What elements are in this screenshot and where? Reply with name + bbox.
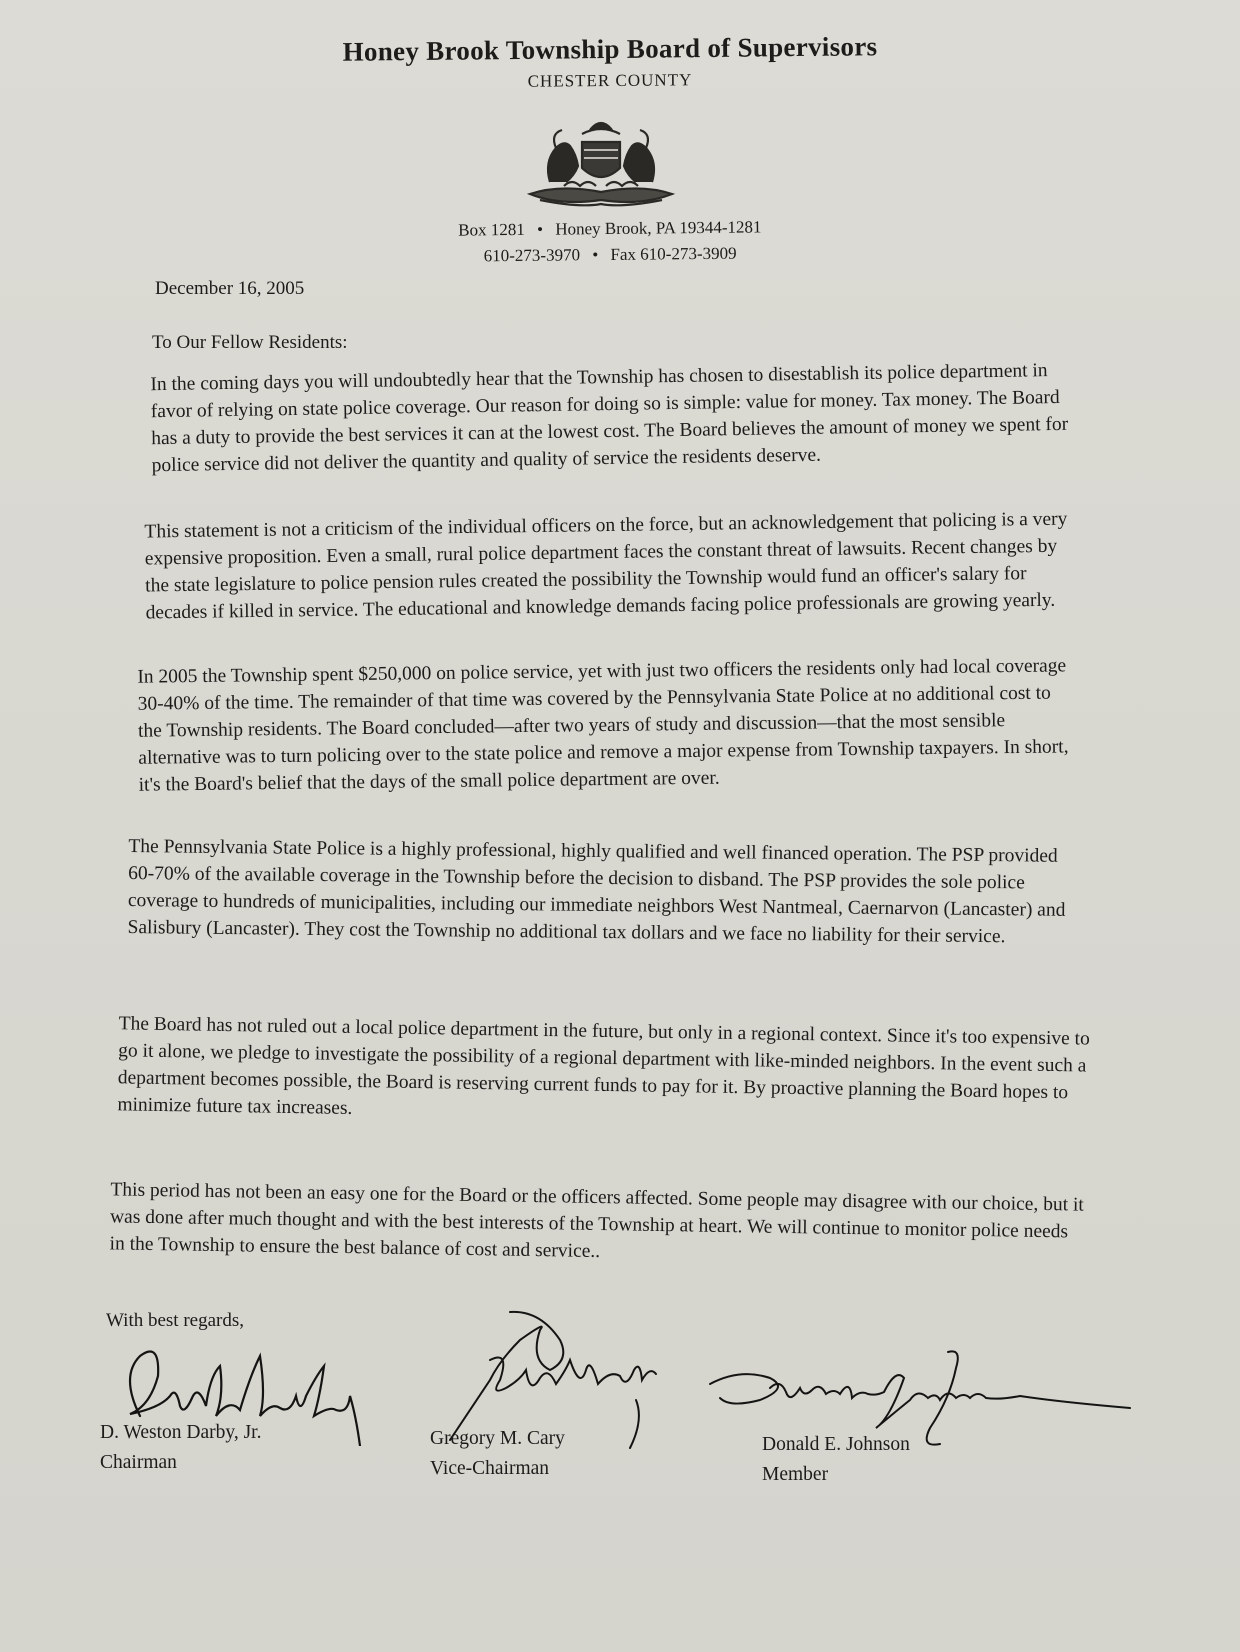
address-line — [410, 214, 810, 244]
body-paragraph: This period has not been an easy one for the Board or the officers affected. Some people may disagree with our choice, but it was done after much thought and with the best interests of the Township at heart. We will continue to monitor police needs in the Township to ensure the best balance of cost and service.. — [109, 1179, 1084, 1263]
po-box: Box 1281 — [458, 219, 525, 240]
body-paragraph: The Board has not ruled out a local police department in the future, but only in a regional context. Since it's too expensive to go it alone, we pledge to investigate the possibility of a regional department with like-minded neighbors. In the event such a department becomes possible, the Board is reserving current funds to pay for it. By proactive planning the Board hopes to minimize future tax increases. — [117, 1013, 1090, 1119]
body-paragraph: In the coming days you will undoubtedly hear that the Township has chosen to disestablish its police department in favor of relying on state police coverage. Our reason for doing so is simple: value for money. Tax money. The Board has a duty to provide the best services it can at the lowest cost. The Board believes the amount of money we spent for police service did not deliver the quantity and quality of service the residents deserve. — [150, 360, 1069, 477]
body-paragraph: The Pennsylvania State Police is a highly professional, highly qualified and well financed operation. The PSP provided 60-70% of the available coverage in the Township before the decision to disband. The PSP provides the sole police coverage to hundreds of municipalities, including our immediate neighbors West Nantmeal, Caernarvon (Lancaster) and Salisbury (Lancaster). They cost the Township no additional tax dollars and we face no liability for their service. — [127, 836, 1066, 948]
contact-line — [410, 240, 810, 270]
separator-dot: • — [536, 219, 544, 239]
organization-name: Honey Brook Township Board of Supervisors — [342, 31, 878, 67]
pennsylvania-coat-of-arms-icon — [520, 112, 682, 212]
body-paragraph: In 2005 the Township spent $250,000 on police service, yet with just two officers the residents only had local coverage 30-40% of the time. The remainder of that time was covered by the Pennsylvania State Police at no additional cost to the Township residents. The Board concluded—after two years of study and discussion—that the most sensible alternative was to turn policing over to the state police and remove a major expense from Township taxpayers. In short, it's the Board's belief that the days of the small police department are over. — [137, 655, 1069, 796]
signatory-chairman — [100, 1418, 261, 1478]
letterhead-address — [410, 214, 811, 270]
fax-number: Fax 610-273-3909 — [610, 243, 737, 264]
signatory-title: Member — [762, 1464, 829, 1485]
signatory-vice-chairman — [430, 1424, 565, 1484]
county-name: CHESTER COUNTY — [527, 70, 693, 91]
signatory-name: D. Weston Darby, Jr. — [100, 1422, 262, 1443]
city-line: Honey Brook, PA 19344-1281 — [555, 217, 762, 239]
letter-date: December 16, 2005 — [155, 278, 305, 299]
phone-number: 610-273-3970 — [483, 245, 581, 266]
signatory-title: Chairman — [100, 1452, 177, 1473]
letter-greeting: To Our Fellow Residents: — [152, 332, 348, 353]
signatory-name: Gregory M. Cary — [430, 1428, 565, 1449]
letter-closing: With best regards, — [106, 1310, 245, 1331]
signatory-title: Vice-Chairman — [430, 1458, 550, 1479]
separator-dot: • — [592, 245, 599, 265]
letterhead — [300, 31, 920, 91]
body-paragraph: This statement is not a criticism of the individual officers on the force, but an acknowledgement that policing is a very expensive proposition. Even a small, rural police department faces the constant threat of lawsuits. Recent changes by the state legislature to police pension rules created the possibility the Township would fund an officer's salary for decades if killed in service. The educational and knowledge demands facing police professionals are growing yearly. — [144, 508, 1068, 624]
signatory-name: Donald E. Johnson — [762, 1434, 910, 1455]
signatory-member — [762, 1430, 910, 1490]
